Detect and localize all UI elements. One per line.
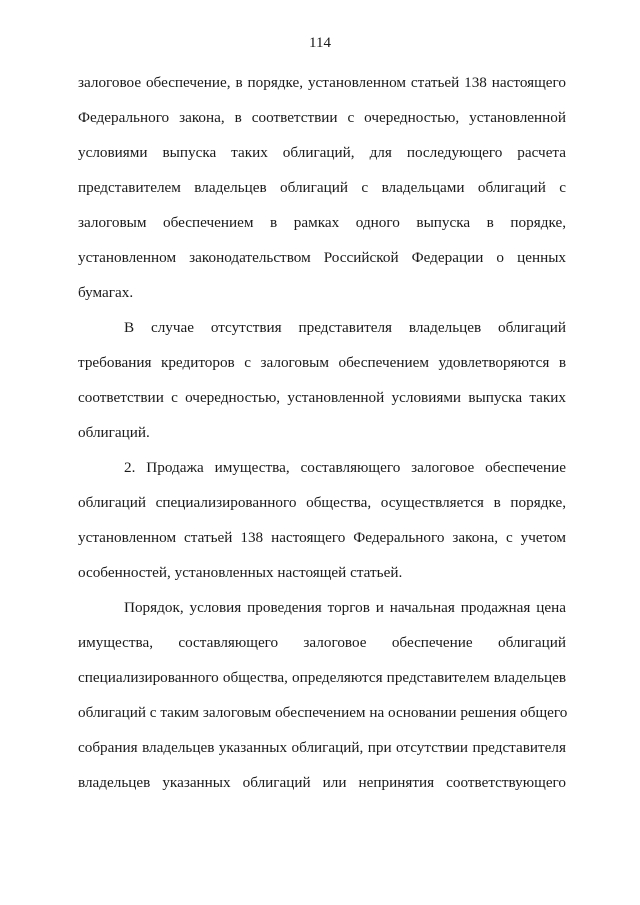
text-line: требования кредиторов с залоговым обеспечением удовлетворяются в xyxy=(78,354,566,371)
text-line: имущества, составляющего залоговое обеспечение облигаций xyxy=(78,634,566,651)
text-line: особенностей, установленных настоящей статьей. xyxy=(78,564,403,581)
text-line: условиями выпуска таких облигаций, для последующего расчета xyxy=(78,144,566,161)
text-line: облигаций специализированного общества, осуществляется в порядке, xyxy=(78,494,566,511)
text-line: облигаций с таким залоговым обеспечением на основании решения общего xyxy=(78,704,568,721)
page-number: 114 xyxy=(309,35,331,51)
text-line: установленном законодательством Российской Федерации о ценных xyxy=(78,249,566,266)
text-line: В случае отсутствия представителя владельцев облигаций xyxy=(124,319,566,336)
text-line: залоговым обеспечением в рамках одного выпуска в порядке, xyxy=(78,214,566,231)
text-line: Федерального закона, в соответствии с очередностью, установленной xyxy=(78,109,566,126)
text-line: облигаций. xyxy=(78,424,150,441)
text-line: установленном статьей 138 настоящего Федерального закона, с учетом xyxy=(78,529,566,546)
text-line: соответствии с очередностью, установленной условиями выпуска таких xyxy=(78,389,566,406)
text-line: бумагах. xyxy=(78,284,134,301)
text-line: 2. Продажа имущества, составляющего залоговое обеспечение xyxy=(124,459,566,476)
text-line: Порядок, условия проведения торгов и начальная продажная цена xyxy=(124,599,566,616)
text-line: представителем владельцев облигаций с владельцами облигаций с xyxy=(78,179,566,196)
text-line: залоговое обеспечение, в порядке, установленном статьей 138 настоящего xyxy=(78,74,566,91)
text-line: собрания владельцев указанных облигаций, при отсутствии представителя xyxy=(78,739,566,756)
text-line: специализированного общества, определяются представителем владельцев xyxy=(78,669,566,686)
text-line: владельцев указанных облигаций или непринятия соответствующего xyxy=(78,774,566,791)
